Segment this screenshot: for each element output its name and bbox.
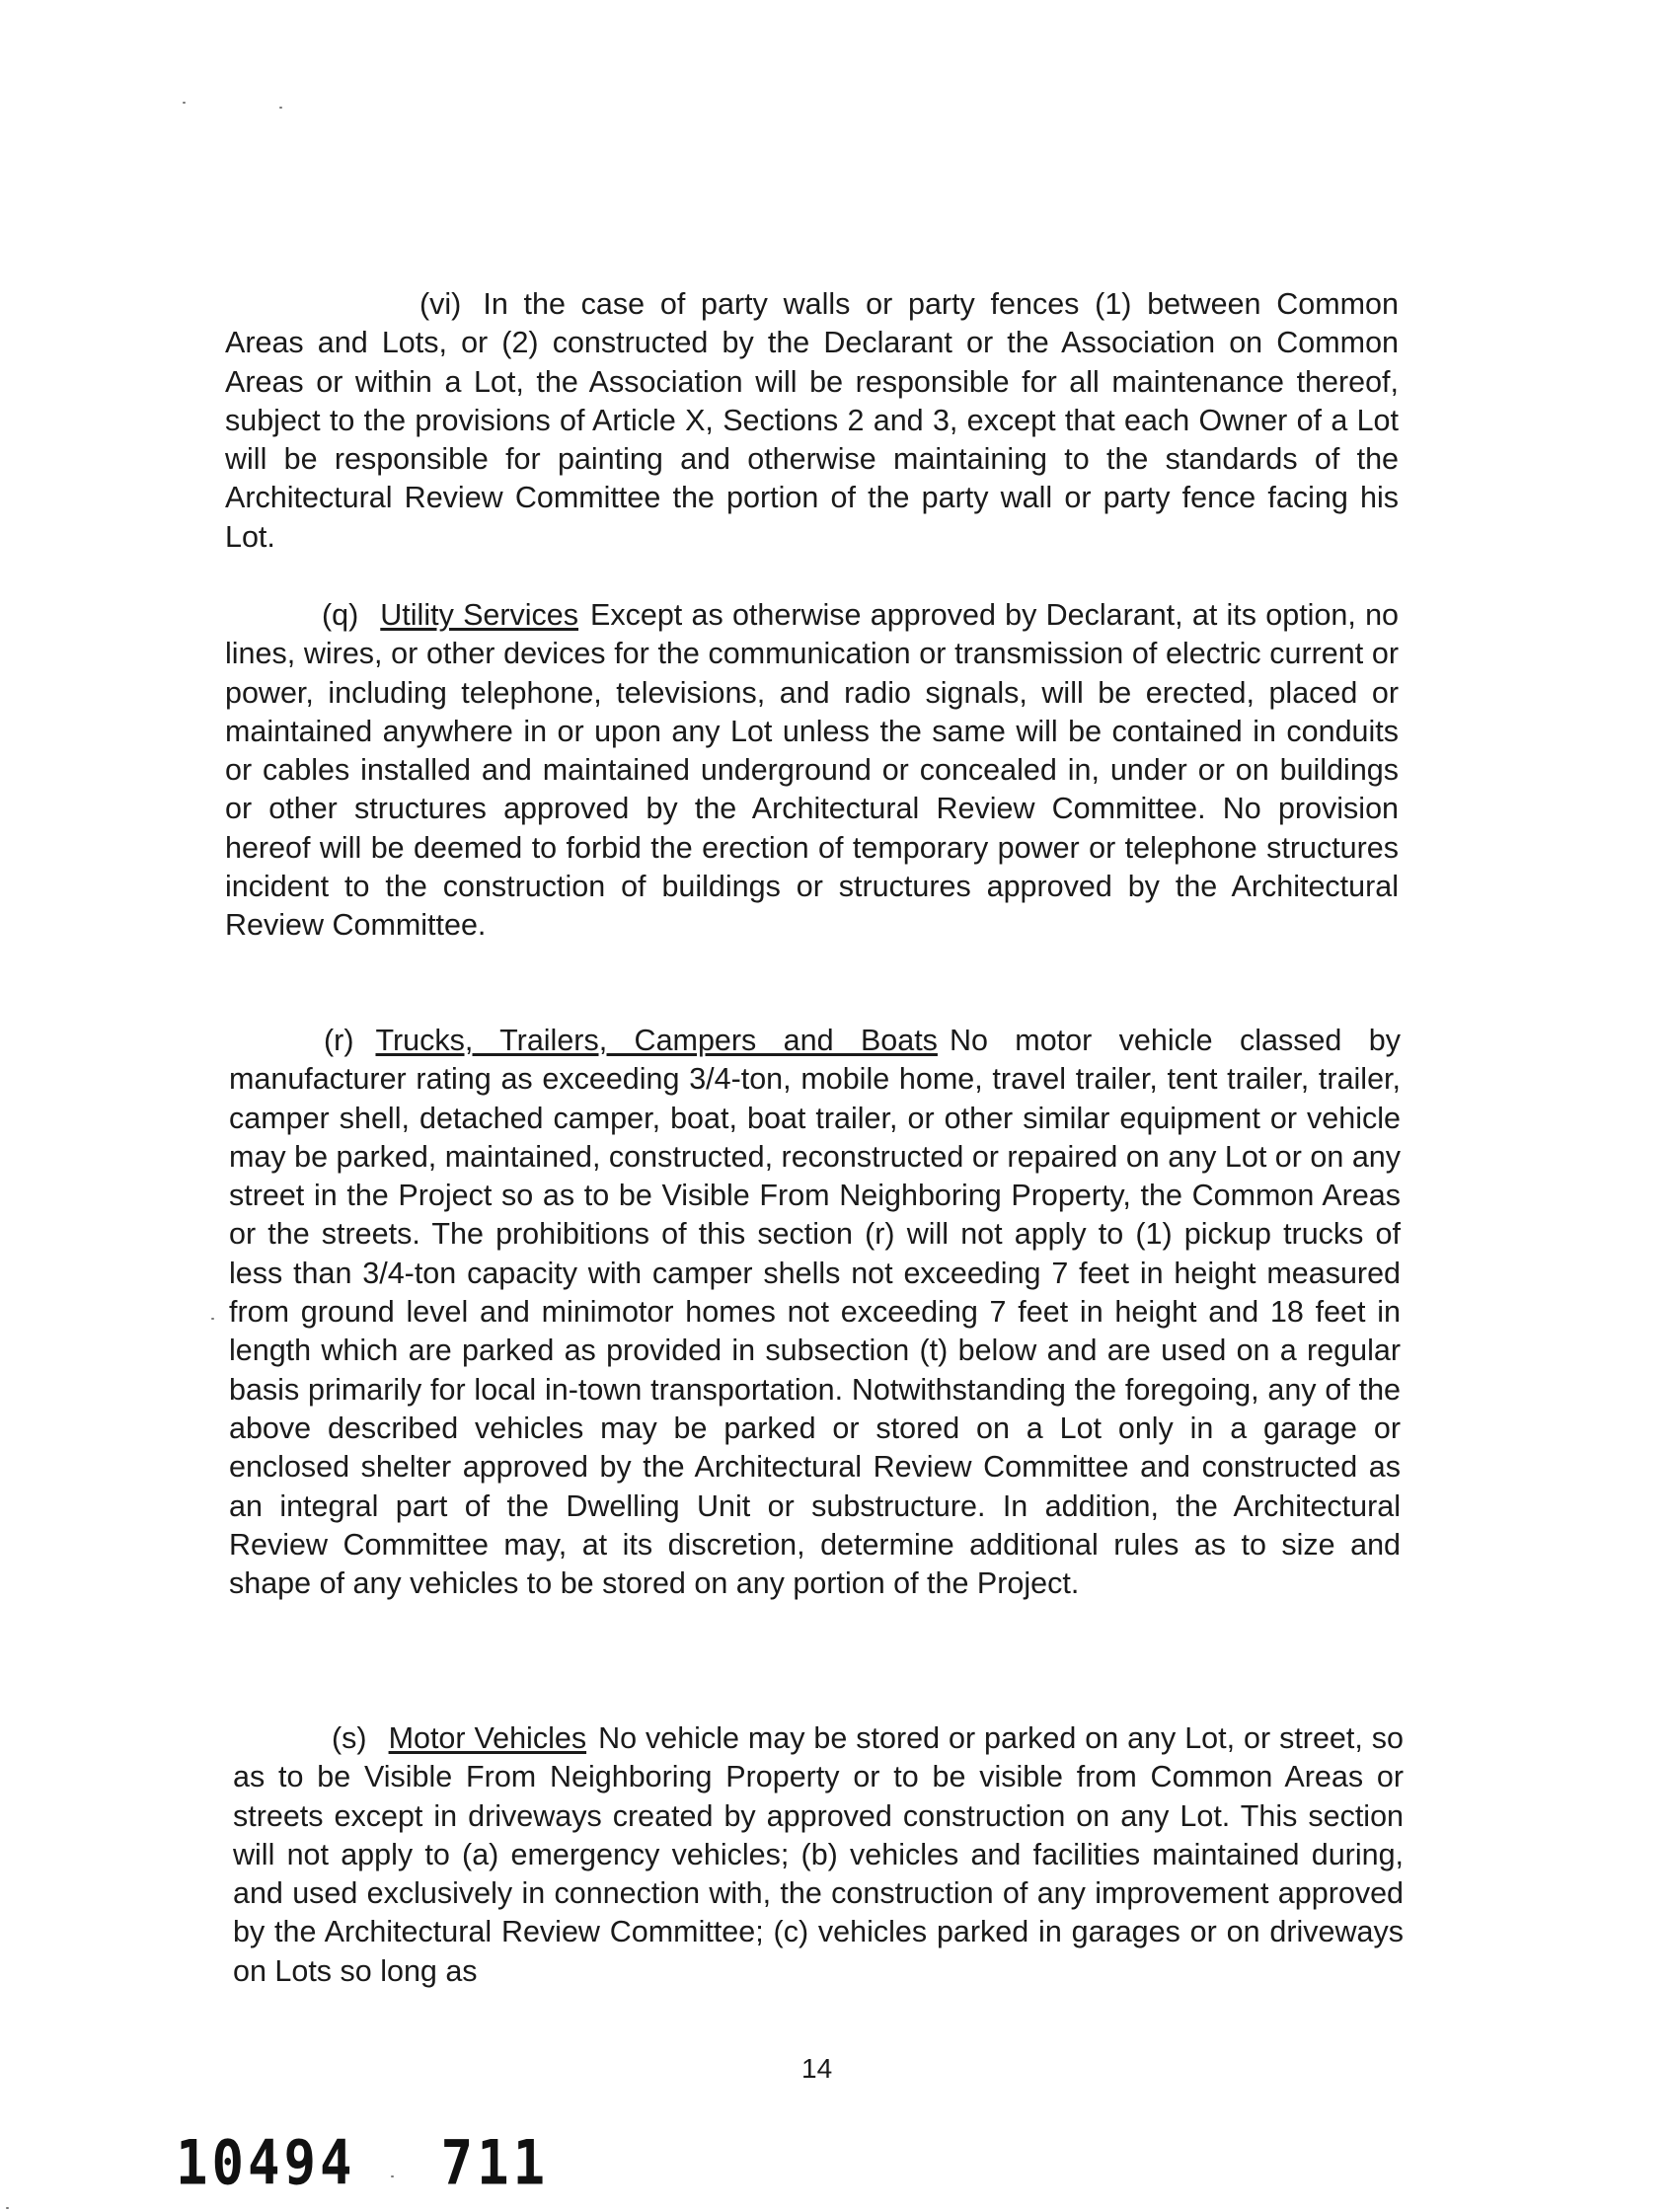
page-number: 14 — [801, 2053, 833, 2084]
paragraph-r-trucks-trailers — [229, 1022, 1401, 1603]
scan-speck — [183, 102, 186, 104]
paragraph-q-text: Except as otherwise approved by Declarant, at its option, no lines, wires, or other devices for the communication or transmission of electric current or power, including telephone, televisions, and radio signals, will be erected, placed or maintained anywhere in or upon any Lot unless the same will be contained in conduits or cables installed and maintained underground or concealed in, under or on buildings or other structures approved by the Architectural Review Committee. No provision hereof will be deemed to forbid the erection of temporary power or telephone structures incident to the construction of buildings or structures approved by the Architectural Review Committee. — [225, 598, 1400, 943]
section-heading-utility-services: Utility Services — [380, 598, 579, 632]
recording-stamp — [176, 2127, 549, 2198]
paragraph-s-motor-vehicles — [233, 1719, 1404, 1991]
paragraph-marker-r: (r) — [324, 1024, 354, 1057]
scan-speck — [391, 2175, 394, 2177]
recording-book-number: 10494 — [176, 2127, 356, 2199]
paragraph-marker-vi: (vi) — [419, 287, 462, 321]
paragraph-r-text: No motor vehicle classed by manufacturer rating as exceeding 3/4-ton, mobile home, travel trailer, tent trailer, trailer, camper shell, detached camper, boat, boat trailer, or other similar equipment or vehicle may be parked, maintained, constructed, reconstructed or repaired on any Lot or on any street in the Project so as to be Visible From Neighboring Property, the Common Areas or the streets. The prohibitions of this section (r) will not apply to (1) pickup trucks of less than 3/4-ton capacity with camper shells not exceeding 7 feet in height measured from ground level and minimotor homes not exceeding 7 feet in height and 18 feet in length which are parked as provided in subsection (t) below and are used on a regular basis primarily for local in-town transportation. Notwithstanding the foregoing, any of the above described vehicles may be parked or stored on a Lot only in a garage or enclosed shelter approved by the Architectural Review Committee and constructed as an integral part of the Dwelling Unit or substructure. In addition, the Architectural Review Committee may, at its discretion, determine additional rules as to size and shape of any vehicles to be stored on any portion of the Project. — [229, 1024, 1401, 1601]
section-heading-motor-vehicles: Motor Vehicles — [388, 1721, 587, 1755]
scan-speck — [279, 107, 282, 109]
paragraph-q-utility-services — [225, 596, 1399, 946]
paragraph-vi — [225, 285, 1399, 557]
paragraph-vi-text: In the case of party walls or party fences (1) between Common Areas and Lots, or (2) constructed by the Declarant or the Association on Common Areas or within a Lot, the Association will be responsible for all maintenance thereof, subject to the provisions of Article X, Sections 2 and 3, except that each Owner of a Lot will be responsible for painting and otherwise maintaining to the standards of the Architectural Review Committee the portion of the party wall or party fence facing his Lot. — [225, 287, 1399, 554]
scan-speck — [211, 1318, 214, 1320]
paragraph-marker-q: (q) — [322, 598, 359, 632]
section-heading-trucks-trailers-campers-boats: Trucks, Trailers, Campers and Boats — [375, 1024, 938, 1057]
scan-speck — [6, 2207, 9, 2209]
paragraph-marker-s: (s) — [332, 1721, 367, 1755]
paragraph-s-text: No vehicle may be stored or parked on any Lot, or street, so as to be Visible From Neighboring Property or to be visible from Common Areas or streets except in driveways created by approved construction on any Lot. This section will not apply to (a) emergency vehicles; (b) vehicles and facilities maintained during, and used exclusively in connection with, the construction of any improvement approved by the Architectural Review Committee; (c) vehicles parked in garages or on driveways on Lots so long as — [233, 1721, 1404, 1988]
recording-page-number: 711 — [440, 2127, 550, 2199]
